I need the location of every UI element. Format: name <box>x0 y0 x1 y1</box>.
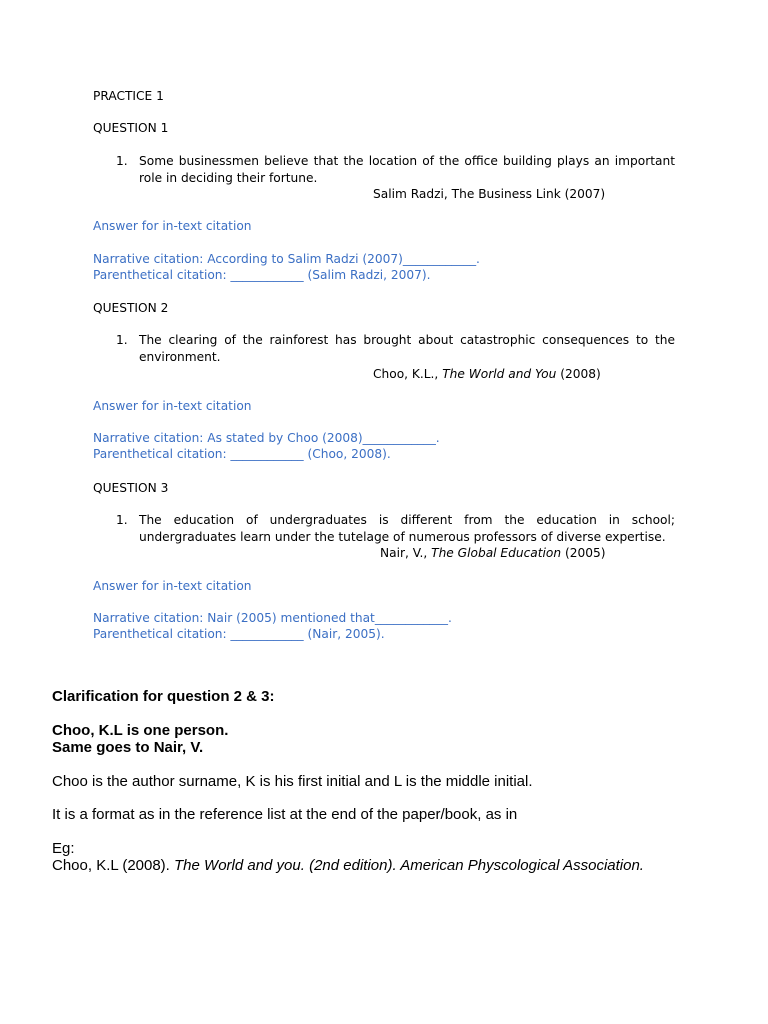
question-source: Nair, V., The Global Education (2005) <box>380 546 606 560</box>
clarification-line: Choo, K.L is one person. <box>52 722 229 739</box>
question-source: Salim Radzi, The Business Link (2007) <box>373 187 606 201</box>
list-number: 1. <box>116 513 128 527</box>
narrative-citation: Narrative citation: As stated by Choo (2008)____________. <box>93 431 440 445</box>
example-reference: Choo, K.L (2008). The World and you. (2nd edition). American Physcological Association. <box>52 857 644 874</box>
parenthetical-citation: Parenthetical citation: ____________ (Choo, 2008). <box>93 447 391 461</box>
answer-label: Answer for in-text citation <box>93 579 252 593</box>
answer-label: Answer for in-text citation <box>93 399 252 413</box>
parenthetical-citation: Parenthetical citation: ____________ (Nair, 2005). <box>93 627 385 641</box>
clarification-format: It is a format as in the reference list at the end of the paper/book, as in <box>52 806 518 823</box>
clarification-heading: Clarification for question 2 & 3: <box>52 688 275 705</box>
question-text: The clearing of the rainforest has brought about catastrophic consequences to the environment. <box>139 333 675 364</box>
parenthetical-citation: Parenthetical citation: ____________ (Salim Radzi, 2007). <box>93 268 431 282</box>
clarification-explanation: Choo is the author surname, K is his first initial and L is the middle initial. <box>52 773 533 790</box>
narrative-citation: Narrative citation: According to Salim Radzi (2007)____________. <box>93 252 480 266</box>
narrative-citation: Narrative citation: Nair (2005) mentioned that____________. <box>93 611 452 625</box>
question-heading: QUESTION 3 <box>93 481 169 495</box>
question-text: Some businessmen believe that the location of the office building plays an important role in deciding their fortune. <box>139 154 675 185</box>
practice-heading: PRACTICE 1 <box>93 89 164 103</box>
answer-label: Answer for in-text citation <box>93 219 252 233</box>
example-label: Eg: <box>52 840 75 857</box>
clarification-line: Same goes to Nair, V. <box>52 739 204 756</box>
question-heading: QUESTION 1 <box>93 121 169 135</box>
question-source: Choo, K.L., The World and You (2008) <box>373 367 601 381</box>
question-text: The education of undergraduates is different from the education in school; undergraduates learn under the tutelage of numerous professors of diverse expertise. <box>139 513 675 544</box>
list-number: 1. <box>116 154 128 168</box>
list-number: 1. <box>116 333 128 347</box>
question-heading: QUESTION 2 <box>93 301 169 315</box>
